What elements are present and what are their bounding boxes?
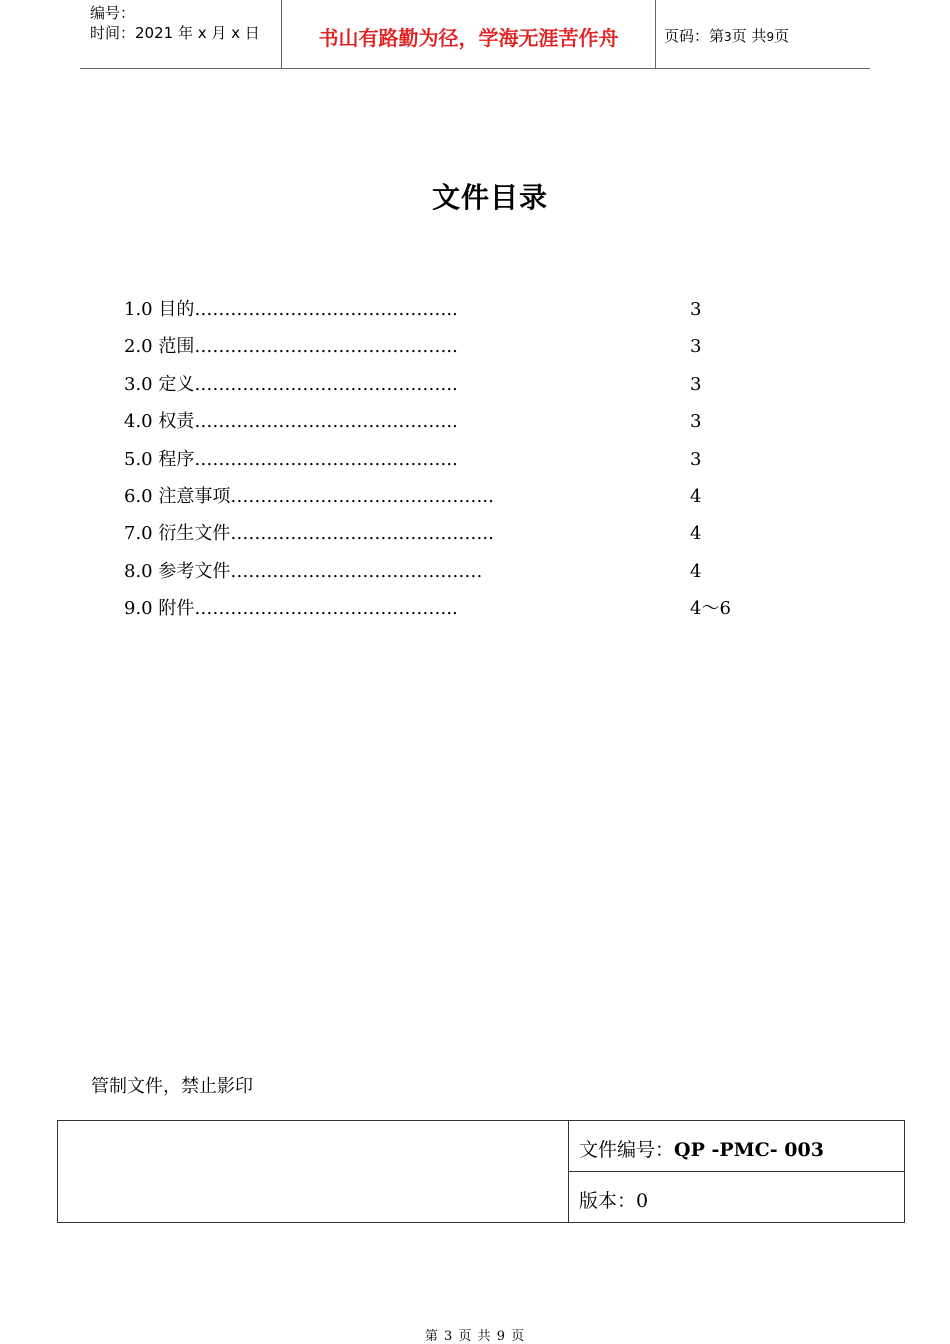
- toc-row[interactable]: [124, 410, 844, 447]
- toc-item-label: 9.0 附件……………………………………..: [124, 598, 458, 620]
- toc-item-page: 4～6: [690, 598, 731, 620]
- toc-item-label: 7.0 衍生文件……………………………………..: [124, 523, 494, 545]
- motto: 书山有路勤为径，学海无涯苦作舟: [318, 26, 619, 50]
- toc-item-page: 3: [690, 448, 702, 470]
- table-of-contents: [124, 298, 844, 635]
- version-label: 版本：: [579, 1190, 637, 1212]
- toc-item-label: 5.0 程序……………………………………..: [124, 448, 458, 470]
- toc-item-page: 4: [690, 560, 702, 582]
- toc-item-page: 3: [690, 299, 702, 320]
- toc-item-page: 3: [690, 373, 702, 395]
- toc-item-label: 4.0 权责……………………………………..: [124, 411, 458, 433]
- toc-row[interactable]: [124, 522, 844, 559]
- toc-row[interactable]: [124, 597, 844, 634]
- toc-row[interactable]: [124, 298, 844, 335]
- header-motto-cell: [282, 0, 656, 68]
- page-header: [80, 0, 870, 69]
- toc-item-label: 8.0 参考文件……………………………………: [124, 560, 483, 582]
- document-title: 文件目录: [431, 181, 548, 214]
- doc-number-value: QP -PMC- 003: [674, 1139, 824, 1161]
- header-page-cell: [656, 0, 870, 68]
- toc-item-page: 3: [690, 411, 702, 433]
- toc-item-label: 1.0 目的……………………………………..: [124, 299, 458, 320]
- page-footer-indicator: 第 3 页 共 9 页: [424, 1329, 526, 1344]
- doc-no-label: 编号：: [90, 4, 136, 22]
- version-cell: [569, 1172, 904, 1222]
- header-page-indicator: 页码：第3页 共9页: [664, 27, 790, 45]
- toc-item-label: 2.0 范围……………………………………..: [124, 336, 458, 358]
- toc-row[interactable]: [124, 560, 844, 597]
- toc-item-label: 3.0 定义……………………………………..: [124, 373, 458, 395]
- toc-item-page: 4: [690, 485, 702, 507]
- toc-row[interactable]: [124, 485, 844, 522]
- toc-row[interactable]: [124, 448, 844, 485]
- doc-number-label: 文件编号：: [579, 1139, 675, 1161]
- toc-row[interactable]: [124, 373, 844, 410]
- header-info-cell: [80, 0, 282, 68]
- doc-number-cell: [569, 1121, 904, 1172]
- toc-item-label: 6.0 注意事项……………………………………..: [124, 485, 494, 507]
- version-value: 0: [636, 1190, 649, 1212]
- toc-item-page: 4: [690, 523, 702, 545]
- toc-row[interactable]: [124, 335, 844, 372]
- toc-item-page: 3: [690, 336, 702, 358]
- controlled-document-notice: 管制文件，禁止影印: [91, 1076, 253, 1097]
- blank-cell: [58, 1121, 569, 1222]
- document-info-table: [57, 1120, 905, 1223]
- time-label: 时间：2021 年 x 月 x 日: [90, 24, 260, 42]
